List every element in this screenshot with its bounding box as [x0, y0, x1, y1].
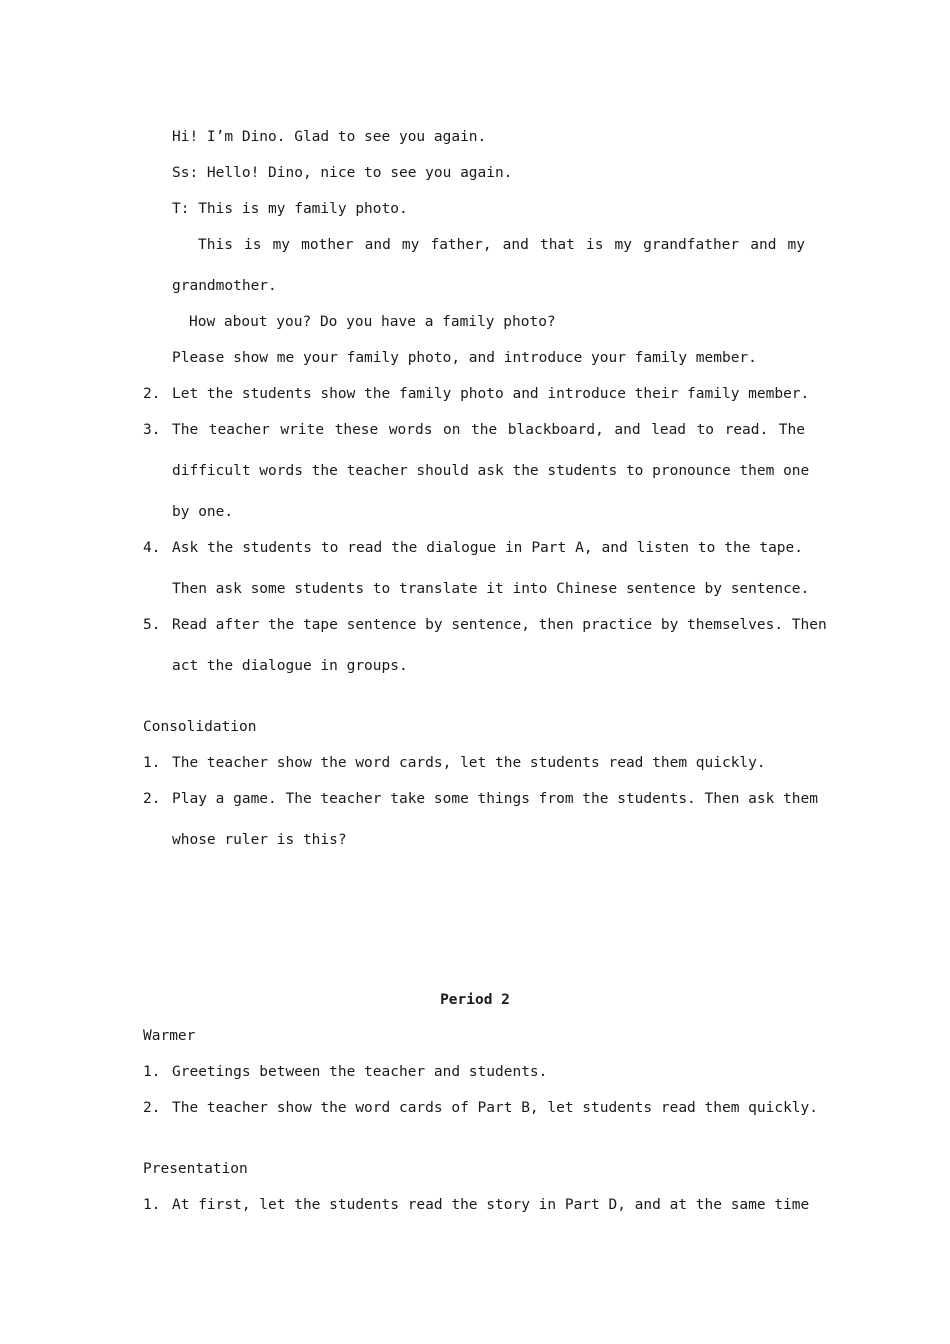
section-heading-consolidation: Consolidation — [143, 719, 257, 735]
list-item-text: whose ruler is this? — [172, 832, 347, 848]
list-item-number: 1. — [143, 1064, 161, 1080]
teacher-photo-line: T: This is my family photo. — [172, 201, 408, 217]
list-item-number: 2. — [143, 791, 161, 807]
section-heading-presentation: Presentation — [143, 1161, 248, 1177]
step-text: difficult words the teacher should ask the students to pronounce them one — [172, 463, 810, 479]
list-item-number: 1. — [143, 755, 161, 771]
list-item-number: 2. — [143, 1100, 161, 1116]
list-item-text: The teacher show the word cards, let the students read them quickly. — [172, 755, 766, 771]
step-number: 3. — [143, 422, 161, 438]
step-text: The teacher write these words on the blackboard, and lead to read. The — [172, 422, 805, 438]
greeting-line: Hi! I’m Dino. Glad to see you again. — [172, 129, 487, 145]
step-text: Then ask some students to translate it into Chinese sentence by sentence. — [172, 581, 810, 597]
step-text: Let the students show the family photo and introduce their family member. — [172, 386, 810, 402]
family-description-continuation: grandmother. — [172, 278, 277, 294]
list-item-text: Play a game. The teacher take some things from the students. Then ask them — [172, 791, 819, 807]
step-text: by one. — [172, 504, 234, 520]
how-about-line: How about you? Do you have a family photo? — [189, 314, 556, 330]
section-heading-warmer: Warmer — [143, 1028, 196, 1044]
step-text: Ask the students to read the dialogue in Part A, and listen to the tape. — [172, 540, 803, 556]
period-title: Period 2 — [440, 992, 510, 1008]
step-text: act the dialogue in groups. — [172, 658, 408, 674]
list-item-text: Greetings between the teacher and students. — [172, 1064, 548, 1080]
list-item-text: The teacher show the word cards of Part B, let students read them quickly. — [172, 1100, 819, 1116]
step-number: 5. — [143, 617, 161, 633]
please-show-line: Please show me your family photo, and introduce your family member. — [172, 350, 757, 366]
step-number: 2. — [143, 386, 161, 402]
list-item-text: At first, let the students read the story in Part D, and at the same time — [172, 1197, 810, 1213]
students-reply-line: Ss: Hello! Dino, nice to see you again. — [172, 165, 513, 181]
step-text: Read after the tape sentence by sentence, then practice by themselves. Then — [172, 617, 827, 633]
step-number: 4. — [143, 540, 161, 556]
list-item-number: 1. — [143, 1197, 161, 1213]
family-description-line: This is my mother and my father, and that is my grandfather and my — [198, 237, 805, 253]
